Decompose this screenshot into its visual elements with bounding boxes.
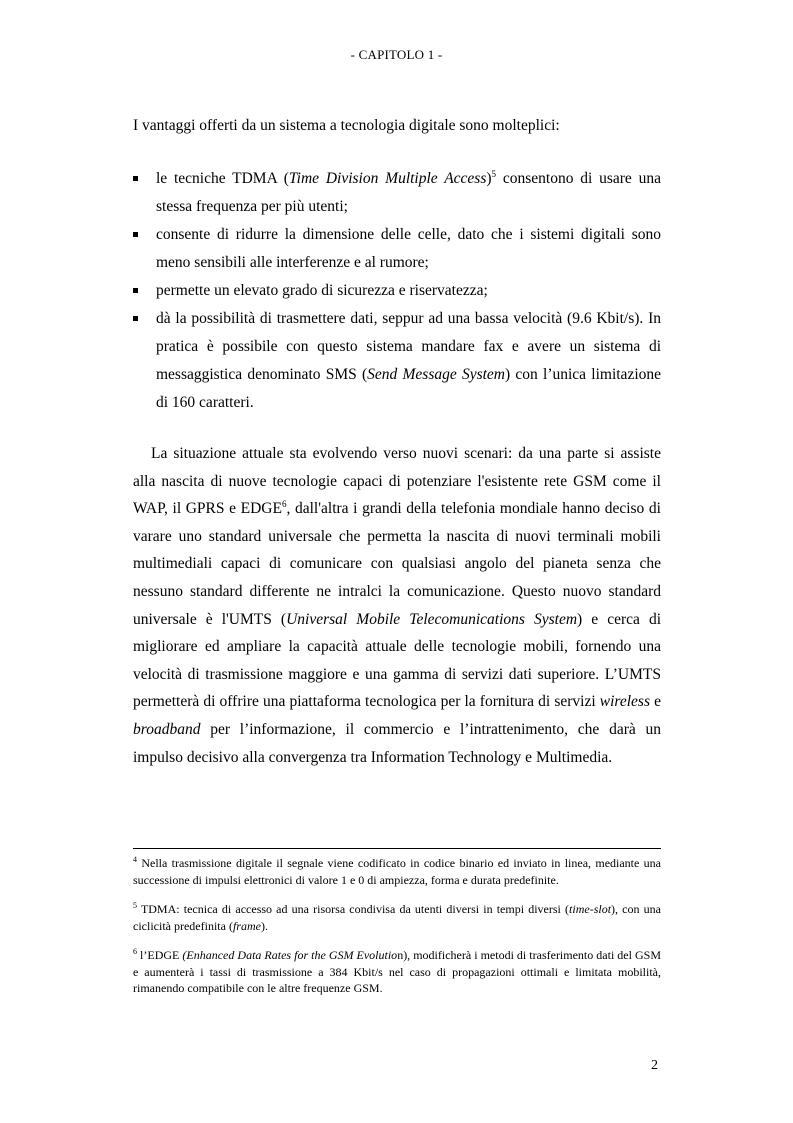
bullet-square-icon [133, 288, 138, 293]
list-item: le tecniche TDMA (Time Division Multiple Access)$^5$ consentono di usare una stessa frequenza per più utenti; [133, 165, 661, 221]
footnote-4: $^4$ Nella trasmissione digitale il segnale viene codificato in codice binario ed inviato in linea, mediante una successione di impulsi elettronici di valore 1 e 0 di ampiezza, forma e durata predefinite. [133, 855, 661, 887]
intro-sentence: I vantaggi offerti da un sistema a tecnologia digitale sono molteplici: [133, 117, 560, 134]
body-paragraph: La situazione attuale sta evolvendo verso nuovi scenari: da una parte si assiste alla nascita di nuove tecnologie capaci di potenziare l'esistente rete GSM come il WAP, il GPRS e EDGE$^6$, dall'altra i grandi della telefonia mondiale hanno deciso di varare uno standard universale che permetta la nascita di nuovi terminali mobili multimediali capaci di comunicare con qualsiasi angolo del pianeta senza che nessuno standard differente ne intralci la comunicazione. Questo nuovo standard universale è l'UMTS (Universal Mobile Telecomunications System) e cerca di migliorare ed ampliare la capacità attuale delle tecnologie mobili, fornendo una velocità di trasmissione maggiore e una gamma di servizi dati superiore. L’UMTS permetterà di offrire una piattaforma tecnologica per la fornitura di servizi wireless e broadband per l’informazione, il commercio e l’intrattenimento, che darà un impulso decisivo alla convergenza tra Information Technology e Multimedia. [133, 445, 661, 766]
page-header: - CAPITOLO 1 - [350, 47, 443, 62]
footnote-divider [133, 848, 661, 849]
footnote-6: $^6$ l’EDGE (Enhanced Data Rates for the GSM Evolution), modificherà i metodi di trasferimento dati del GSM e aumenterà i tassi di trasmissione a 384 Kbit/s nel caso di propagazioni ottimali e limitata mobilità, rimanendo compatibile con le altre frequenze GSM. [133, 947, 662, 995]
footnote-ref: 6 [281, 499, 287, 510]
bullet-square-icon [133, 176, 138, 181]
footnote-5: $^5$ TDMA: tecnica di accesso ad una risorsa condivisa da utenti diversi in tempi diversi (time-slot), con una ciclicità predefinita (frame). [133, 901, 661, 933]
bullet-square-icon [133, 316, 138, 321]
list-item: permette un elevato grado di sicurezza e riservatezza; [133, 277, 661, 305]
page-number: 2 [651, 1058, 658, 1073]
footnotes [133, 855, 661, 1010]
advantages-list [133, 165, 661, 417]
list-item: dà la possibilità di trasmettere dati, seppur ad una bassa velocità (9.6 Kbit/s). In pratica è possibile con questo sistema mandare fax e avere un sistema di messaggistica denominato SMS (Send Message System) con l’unica limitazione di 160 caratteri. [133, 305, 661, 417]
footnote-ref: 5 [491, 168, 497, 179]
list-item: consente di ridurre la dimensione delle celle, dato che i sistemi digitali sono meno sensibili alle interferenze e al rumore; [133, 221, 661, 277]
bullet-square-icon [133, 232, 138, 237]
